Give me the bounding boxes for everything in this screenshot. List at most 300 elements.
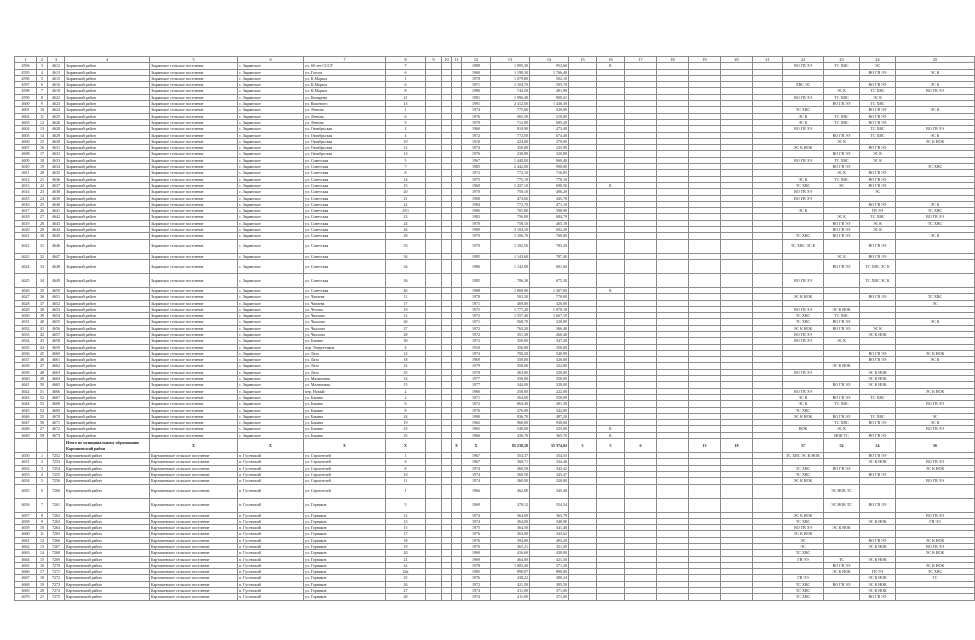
table-cell [569, 273, 597, 287]
table-cell: ул. Бакина [304, 338, 386, 344]
table-cell: 4645 [48, 233, 65, 239]
table-cell: 12 [37, 119, 48, 125]
table-cell: 930,00 [530, 420, 569, 426]
table-cell: п. Гусевский [238, 562, 304, 568]
table-cell: с. Зырянское [238, 182, 304, 188]
table-cell: 674,40 [530, 132, 569, 138]
table-cell: 4633 [48, 157, 65, 163]
table-cell: Карташевский район [65, 465, 150, 471]
table-cell: Зырянский район [65, 420, 150, 426]
table-cell: ЭС К НОК [896, 138, 975, 144]
table-cell: с. Зырянское [238, 306, 304, 312]
table-cell [860, 484, 896, 498]
table-cell: 4659 [15, 525, 37, 531]
table-cell: 210,00 [530, 113, 569, 119]
table-cell: ул. Гоголя [304, 69, 386, 75]
table-cell: 345,40 [530, 484, 569, 498]
table-cell: 378,12 [491, 498, 530, 512]
table-cell: 19 [386, 544, 426, 550]
table-cell: 1 557,40 [491, 313, 530, 319]
table-cell: 25 [386, 369, 426, 375]
column-number: 12 [462, 57, 491, 63]
table-cell: 4644 [48, 227, 65, 233]
table-cell: ул. Горняков [304, 581, 386, 587]
table-cell: 540,00 [491, 426, 530, 432]
table-cell: ВО ГВ ЭЭ [783, 331, 824, 337]
table-cell: 4598 [15, 88, 37, 94]
table-cell [753, 498, 783, 512]
table-cell: с. Зырянское [238, 344, 304, 350]
table-cell: 50 [37, 382, 48, 388]
table-cell: ТС ХВС ЭС К [783, 239, 824, 253]
table-cell: Х [150, 439, 238, 453]
table-cell: Карташевское сельское поселение [150, 459, 238, 465]
table-cell: ВО ГВ ЭЭ [896, 214, 975, 220]
table-cell: 344,00 [491, 382, 530, 388]
table-cell: 6 [386, 401, 426, 407]
table-cell: Зырянское сельское поселение [150, 101, 238, 107]
table-cell: 7263 [48, 518, 65, 524]
table-cell: 4609 [15, 157, 37, 163]
table-cell: 55 374,02 [530, 439, 569, 453]
table-cell: ВО ГВ ЭЭ [824, 325, 860, 331]
table-cell: ЭС К [860, 151, 896, 157]
table-cell: 564,00 [491, 394, 530, 400]
table-cell: 18 [386, 357, 426, 363]
table-cell: 4656 [15, 498, 37, 512]
table-cell: 320,00 [530, 300, 569, 306]
table-cell [452, 259, 462, 273]
table-cell: ГВ ЭЭ [783, 556, 824, 562]
table-cell: ул. Ленина [304, 119, 386, 125]
table-cell: 4666 [15, 569, 37, 575]
table-cell [597, 239, 625, 253]
table-cell [657, 498, 689, 512]
column-number: 11 [452, 57, 462, 63]
table-cell: Зырянский район [65, 413, 150, 419]
table-cell: ЭС К НОК [896, 550, 975, 556]
table-cell: Зырянский район [65, 376, 150, 382]
table-cell: ул. Горняков [304, 588, 386, 594]
table-cell: 758,10 [491, 220, 530, 226]
table-cell: Зырянское сельское поселение [150, 319, 238, 325]
table-cell: 49 [37, 376, 48, 382]
table-cell: 1972 [462, 331, 491, 337]
table-cell: ТС ХВС [860, 394, 896, 400]
table-cell: 1972 [462, 581, 491, 587]
table-cell [753, 239, 783, 253]
table-cell: 55 [37, 413, 48, 419]
table-cell: ВО ГВ ЭЭ [783, 157, 824, 163]
column-number: 19 [689, 57, 721, 63]
table-cell: 1974 [462, 350, 491, 356]
table-cell: 56 [37, 420, 48, 426]
table-cell: 503,20 [491, 294, 530, 300]
table-cell: ул. 60 лет СССР [304, 63, 386, 69]
table-cell: 53 [37, 401, 48, 407]
table-cell: Зырянский район [65, 201, 150, 207]
table-cell: ЭС К НОК [783, 413, 824, 419]
table-row [15, 259, 975, 273]
table-cell: Зырянское сельское поселение [150, 189, 238, 195]
table-cell: с. Зырянское [238, 113, 304, 119]
table-cell: 1 667,19 [530, 313, 569, 319]
table-cell: 1965 [462, 426, 491, 432]
table-cell: 4620 [15, 227, 37, 233]
table-cell: 363,79 [530, 512, 569, 518]
table-cell: ЭС К [783, 119, 824, 125]
table-cell: 1970 [462, 220, 491, 226]
table-cell: 54 [824, 439, 860, 453]
table-cell: Зырянский район [65, 227, 150, 233]
table-cell: Карташевский район [65, 575, 150, 581]
table-cell: 1986 [462, 259, 491, 273]
column-number: 23 [824, 57, 860, 63]
table-cell: 890,00 [530, 569, 569, 575]
table-cell: 1976 [462, 407, 491, 413]
table-cell: ул. Горняков [304, 537, 386, 543]
table-cell: 565,50 [491, 113, 530, 119]
table-cell: ЭС К [783, 394, 824, 400]
table-cell: 1970 [462, 239, 491, 253]
table-cell: 4619 [15, 220, 37, 226]
table-cell: Карташевский район [65, 569, 150, 575]
table-cell: Зырянский район [65, 357, 150, 363]
table-cell: 4626 [15, 287, 37, 293]
table-cell: 15 [386, 525, 426, 531]
table-cell: 1970 [462, 369, 491, 375]
table-cell: 9 [37, 518, 48, 524]
table-cell: ул. Горняков [304, 525, 386, 531]
table-cell: Зырянский район [65, 382, 150, 388]
table-cell: 716,85 [530, 170, 569, 176]
table-cell [442, 273, 452, 287]
table-cell: Зырянское сельское поселение [150, 313, 238, 319]
table-cell: 4601 [15, 107, 37, 113]
table-cell: ВО ГВ ЭЭ [824, 132, 860, 138]
table-cell: 1 367,60 [530, 287, 569, 293]
table-cell: 900,41 [530, 94, 569, 100]
table-cell [625, 484, 657, 498]
table-cell: 322,80 [530, 363, 569, 369]
column-number: 10 [442, 57, 452, 63]
table-cell [426, 273, 442, 287]
table-cell: ул. Малиновая [304, 376, 386, 382]
table-cell: Зырянский район [65, 306, 150, 312]
table-cell: 4639 [15, 369, 37, 375]
table-cell: 7266 [48, 537, 65, 543]
table-cell: 380,24 [530, 575, 569, 581]
table-cell: Зырянский район [65, 253, 150, 259]
table-cell: 16 [37, 562, 48, 568]
table-cell [569, 594, 597, 600]
table-cell: Х [386, 439, 426, 453]
table-cell: ул. Горняков [304, 531, 386, 537]
table-cell: с. Зырянское [238, 253, 304, 259]
table-cell: ул. Лазо [304, 350, 386, 356]
table-cell: ВО ГВ ЭЭ [783, 306, 824, 312]
table-cell: 358,00 [491, 357, 530, 363]
table-cell: 395,50 [530, 581, 569, 587]
table-cell: 11 [386, 478, 426, 484]
table-cell: 2 [37, 459, 48, 465]
table-cell: п. Гусевский [238, 594, 304, 600]
table-cell: 4 [386, 344, 426, 350]
table-cell: 772,50 [491, 132, 530, 138]
table-cell: Карташевский район [65, 498, 150, 512]
table-cell: Карташевский район [65, 531, 150, 537]
table-cell: 18 [37, 575, 48, 581]
table-cell: ул. Октябрьская [304, 132, 386, 138]
table-cell: ул. Горняков [304, 562, 386, 568]
table-cell [657, 239, 689, 253]
table-cell: ВО ГВ ЭЭ [860, 107, 896, 113]
table-cell: 45 [37, 350, 48, 356]
table-cell: ТС ХВС [860, 132, 896, 138]
table-cell: 4653 [15, 471, 37, 477]
table-cell: 371,00 [530, 594, 569, 600]
table-cell: ЭС К [860, 227, 896, 233]
table-cell: 4 [386, 132, 426, 138]
table-cell: 360,71 [491, 459, 530, 465]
table-cell: Зырянское сельское поселение [150, 344, 238, 350]
table-cell: 496,20 [530, 189, 569, 195]
table-cell: 4652 [48, 300, 65, 306]
table-cell: 28 [386, 233, 426, 239]
table-cell: с. Зырянское [238, 369, 304, 375]
table-cell [657, 484, 689, 498]
table-cell: 24 [386, 413, 426, 419]
table-cell: 9 [37, 101, 48, 107]
table-cell: с. Зырянское [238, 126, 304, 132]
table-cell: 411,00 [491, 588, 530, 594]
table-cell [721, 273, 753, 287]
table-cell: ВО ГВ ЭЭ [896, 88, 975, 94]
table-cell: Зырянское сельское поселение [150, 325, 238, 331]
table-cell: НОК ТС [824, 432, 860, 438]
table-cell: 1971 [462, 82, 491, 88]
table-cell: Зырянский район [65, 164, 150, 170]
table-cell: 4653 [48, 306, 65, 312]
table-cell: 4643 [48, 220, 65, 226]
table-cell: 1972 [462, 170, 491, 176]
table-cell: 424,00 [491, 138, 530, 144]
table-cell: ТС ХВС [783, 581, 824, 587]
table-cell: 12 [37, 537, 48, 543]
table-cell: с. Зырянское [238, 189, 304, 195]
table-cell: 4636 [15, 350, 37, 356]
table-cell: 4615 [15, 195, 37, 201]
table-cell [783, 259, 824, 273]
table-cell: ТС ХВС [824, 63, 860, 69]
table-cell: с. Зырянское [238, 88, 304, 94]
table-cell [37, 439, 48, 453]
table-cell: Зырянское сельское поселение [150, 413, 238, 419]
table-cell: 15 [37, 556, 48, 562]
table-cell: ЭС [896, 300, 975, 306]
table-cell [625, 498, 657, 512]
table-cell: ВО ГВ ЭЭ [824, 319, 860, 325]
table-cell: Карташевский район [65, 512, 150, 518]
table-cell: 1975 [462, 306, 491, 312]
table-cell: с. Зырянское [238, 132, 304, 138]
table-cell: 4629 [48, 132, 65, 138]
table-cell: 890,07 [491, 569, 530, 575]
table-cell: 4669 [15, 588, 37, 594]
table-cell: п. Гусевский [238, 518, 304, 524]
table-cell: 4631 [48, 145, 65, 151]
table-cell: ЭС К НОК [860, 382, 896, 388]
table-cell: Итого по муниципальному образованию Карташевский район [65, 439, 150, 453]
table-cell: 1972 [462, 325, 491, 331]
table-cell: 1985 [462, 569, 491, 575]
table-cell: Зырянский район [65, 195, 150, 201]
table-cell: с. Зырянское [238, 432, 304, 438]
table-cell: ТС [896, 575, 975, 581]
table-cell: 4628 [15, 300, 37, 306]
table-cell: 7264 [48, 525, 65, 531]
table-cell: 4605 [15, 132, 37, 138]
table-cell: 2 312,50 [491, 101, 530, 107]
table-cell: 411,00 [491, 594, 530, 600]
table-cell: 28 [37, 220, 48, 226]
table-cell: 7274 [48, 588, 65, 594]
table-cell: 1972 [462, 313, 491, 319]
table-cell: Зырянское сельское поселение [150, 338, 238, 344]
table-cell: 1 106,70 [491, 233, 530, 239]
table-cell: 2 442,00 [491, 164, 530, 170]
table-cell: 7252 [48, 453, 65, 459]
table-cell: 960,00 [491, 420, 530, 426]
table-cell: 685,20 [530, 119, 569, 125]
table-cell: п. Гусевский [238, 465, 304, 471]
table-cell: 1972 [462, 132, 491, 138]
table-cell [426, 259, 442, 273]
table-cell: 360,50 [491, 471, 530, 477]
table-cell: 4618 [48, 88, 65, 94]
table-cell: 1979 [462, 363, 491, 369]
table-cell: с. Зырянское [238, 107, 304, 113]
table-cell: 4664 [48, 376, 65, 382]
table-cell: ЭС К НОК [860, 331, 896, 337]
table-cell: 690,50 [530, 182, 569, 188]
table-cell: Х [238, 439, 304, 453]
table-cell: п. Гусевский [238, 525, 304, 531]
table-cell: Зырянское сельское поселение [150, 138, 238, 144]
table-cell: 4 [37, 69, 48, 75]
column-number: 14 [530, 57, 569, 63]
table-cell: 230,80 [491, 151, 530, 157]
table-cell: 1 198,30 [491, 69, 530, 75]
table-cell [569, 498, 597, 512]
table-cell: 1975 [462, 176, 491, 182]
table-cell: 1984 [462, 201, 491, 207]
table-cell: 1989 [462, 63, 491, 69]
table-cell: 12 [386, 313, 426, 319]
table-cell: ул. Ленина [304, 113, 386, 119]
table-cell: 1988 [462, 287, 491, 293]
table-cell: с. Зырянское [238, 382, 304, 388]
table-cell: 20 [386, 189, 426, 195]
table-cell: ул. Советская [304, 233, 386, 239]
table-cell: 520,00 [530, 107, 569, 113]
table-cell: ТС ХВС [824, 119, 860, 125]
table-cell: ул. Горняков [304, 518, 386, 524]
table-cell: 4644 [15, 401, 37, 407]
table-cell: п. Гусевский [238, 550, 304, 556]
table-cell: 15 [37, 138, 48, 144]
table-cell: 35 [37, 287, 48, 293]
table-cell: ЭС К [783, 208, 824, 214]
table-cell: ТС ХВС [824, 157, 860, 163]
table-cell: ул. Бакина [304, 401, 386, 407]
table-cell: ВО ГВ ЭЭ [896, 544, 975, 550]
table-cell [597, 498, 625, 512]
table-cell: 4670 [15, 594, 37, 600]
table-cell: 864,40 [491, 401, 530, 407]
table-cell: 356,00 [491, 344, 530, 350]
table-cell: ВО ГВ ЭЭ [824, 562, 860, 568]
table-cell: 4654 [48, 313, 65, 319]
table-cell: Зырянское сельское поселение [150, 151, 238, 157]
table-cell: ЭС К НОК [783, 325, 824, 331]
table-cell [824, 594, 860, 600]
table-cell: 4637 [48, 182, 65, 188]
table-cell: ЭС К [896, 420, 975, 426]
table-cell: 9 [386, 119, 426, 125]
table-cell: 4608 [15, 151, 37, 157]
table-cell: Карташевский район [65, 471, 150, 477]
table-cell: ТС ХВС [860, 101, 896, 107]
table-cell: ВО ГВ ЭЭ [824, 394, 860, 400]
table-cell: 14 [37, 550, 48, 556]
table-cell: ТС ХВС [860, 126, 896, 132]
table-cell: 1976 [462, 575, 491, 581]
table-cell: 11 [386, 294, 426, 300]
table-cell: 7270 [48, 562, 65, 568]
table-cell: 8 [37, 94, 48, 100]
table-cell: ул. Горняков [304, 512, 386, 518]
table-cell: 4611 [15, 170, 37, 176]
table-cell: 13 [689, 439, 721, 453]
table-cell [689, 484, 721, 498]
table-cell: 3 [37, 63, 48, 69]
table-cell: 4606 [15, 138, 37, 144]
table-cell: ВО ГВ ЭЭ [860, 420, 896, 426]
table-cell: 21 [386, 195, 426, 201]
table-cell: 1971 [462, 300, 491, 306]
table-cell: Зырянское сельское поселение [150, 107, 238, 113]
table-cell: 27 [386, 588, 426, 594]
table-cell: ул. Строителей [304, 453, 386, 459]
column-number: 18 [657, 57, 689, 63]
table-cell: 1971 [462, 394, 491, 400]
table-cell: 1970 [462, 119, 491, 125]
table-cell: 471,10 [530, 201, 569, 207]
table-cell: Зырянское сельское поселение [150, 407, 238, 413]
table-cell: 4643 [15, 394, 37, 400]
table-cell: ЭС К [896, 233, 975, 239]
table-cell: 2 [386, 126, 426, 132]
table-cell: 22 [386, 363, 426, 369]
table-cell: 1966 [462, 484, 491, 498]
table-cell: п. Гусевский [238, 498, 304, 512]
table-cell: 760,00 [530, 233, 569, 239]
table-cell: 4663 [15, 550, 37, 556]
table-cell: ул. Чапаева [304, 294, 386, 300]
table-cell [625, 239, 657, 253]
table-cell: ул. Горняков [304, 556, 386, 562]
